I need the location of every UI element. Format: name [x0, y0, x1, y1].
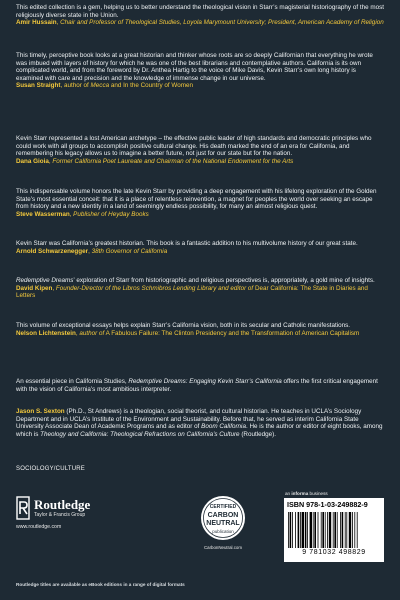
- endorsement-author: Susan Straight: [16, 82, 61, 90]
- author-bio: [16, 408, 384, 438]
- publisher-logo: [16, 496, 126, 536]
- summary-lead: An essential piece in California Studies,: [16, 378, 127, 385]
- barcode-digits: 9 781032 498829: [302, 549, 366, 556]
- endorsement-role: Former California Poet Laureate and Chairman of the National Endowment for the Arts: [52, 157, 294, 165]
- informa-post: business: [309, 491, 328, 496]
- endorsement-book-title: Redemptive Dreams: [16, 277, 74, 284]
- bio-title-2: Theology and California: Theological Refractions on California’s Culture: [40, 430, 240, 438]
- endorsement-role: Chair and Professor of Theological Studies, Loyola Marymount University; President, American Academy of Religion: [60, 19, 384, 27]
- informa-pre: an: [285, 491, 291, 496]
- publisher-name: Routledge: [34, 497, 91, 512]
- endorsement-text: This indispensable volume honors the late Kevin Starr by providing a deep engagement with his lifelong exploration of the Golden State’s most essential conceit: that it is a place of relentless reinvention, a magnet for peoples the world over seeking an escape from history and a new identity in a land of seemingly endless possibility, for many an almost religious quest.: [16, 188, 377, 211]
- bio-author-name: Jason S. Sexton: [16, 408, 65, 415]
- bio-text-3: (Routledge).: [241, 430, 276, 438]
- ebook-footnote: Routledge titles are available as eBook editions in a range of digital formats: [16, 582, 185, 587]
- informa-brand: informa: [291, 491, 309, 496]
- endorsement-gioia: Kevin Starr represented a lost American archetype – the effective public leader of high standards and democratic principles who could work with all groups to accomplish positive cultural change. His death marked the end of an era for California, and remembering his legacy allows us to imagine a better future, not just for our state but for the nation. Dana Gioia, Former California Poet Laureate and Chairman of the National Endowment for the Arts: [16, 135, 372, 165]
- endorsement-role-prefix: author of: [79, 329, 105, 337]
- endorsement-role-connector: and: [110, 82, 122, 90]
- endorsement-hussain: This edited collection is a gem, helping us to better understand the theological vision in Starr’s magisterial historiography of the most religiously diverse state in the Union. Amir Hussain, Chair and Professor of Theological Studies, Loyola Marymount University; President, American Academy of Religion: [16, 4, 384, 27]
- carbon-neutral-seal-icon: [199, 494, 247, 542]
- routledge-r-icon: [16, 496, 30, 520]
- endorsement-kipen: Redemptive Dreams’ exploration of Starr from historiographic and religious perspectives is, appropriately, a gold mine of insights. David Kipen, Founder-Director of the Libros Schmibros Lending Library and editor of Dear California: The State in Diaries and Letters: [16, 277, 375, 300]
- endorsement-wasserman: This indispensable volume honors the late Kevin Starr by providing a deep engagement with his lifelong exploration of the Golden State’s most essential conceit: that it is a place of relentless reinvention, a magnet for peoples the world over seeking an escape from history and a new identity in a land of seemingly endless possibility, for many an almost religious quest. Steve Wasserman, Publisher of Heyday Books: [16, 188, 377, 218]
- endorsement-work-title: A Fabulous Failure: The Clinton Presidency and the Transformation of American Capitalism: [105, 329, 360, 337]
- endorsement-text: Kevin Starr represented a lost American archetype – the effective public leader of high standards and democratic principles who could work with all groups to accomplish positive cultural change. His death marked the end of an era for California, and remembering his legacy allows us to imagine a better future, not just for our state but for the nation.: [16, 135, 372, 158]
- endorsement-work-title-2: In the Country of Women: [123, 82, 193, 90]
- seal-word-2: NEUTRAL: [206, 520, 240, 527]
- endorsement-author: David Kipen: [16, 284, 53, 292]
- isbn-label: ISBN 978-1-03-249882-9: [287, 500, 368, 509]
- endorsement-text: ’ exploration of Starr from historiographic and religious perspectives is, appropriately, a gold mine of insights.: [73, 277, 375, 284]
- bio-title-1: Boom California: [201, 423, 246, 431]
- endorsement-lichtenstein: This volume of exceptional essays helps explain Starr’s California vision, both in its secular and Catholic manifestations. Nelson Lichtenstein, author of A Fabulous Failure: The Clinton Presidency and the Transformation of American Capitalism: [16, 322, 360, 337]
- seal-bottom-text: publication: [212, 529, 234, 534]
- seal-website: CarbonNeutral.com: [203, 545, 243, 550]
- endorsement-role: Founder-Director of the Libros Schmibros Lending Library and editor of: [55, 284, 254, 292]
- summary-book-title: Redemptive Dreams: Engaging Kevin Starr’s California: [128, 378, 282, 385]
- bio-text: (Ph.D., St Andrews) is a theologian, social theorist, and cultural historian. He teaches in UCLA’s Sociology Department and in UCLA’s Institute of the Environment and Sustainability. Before that, he served as interim California State University Associate Dean of Academic Programs and as editor of: [16, 408, 362, 431]
- summary-tail: offers the first critical engagement with the vision of California’s most ambitious interpreter.: [16, 378, 378, 393]
- publisher-group: Taylor & Francis Group: [34, 512, 86, 518]
- endorsement-text: This edited collection is a gem, helping us to better understand the theological vision in Starr’s magisterial historiography of the most religiously diverse state in the Union.: [16, 4, 384, 19]
- endorsement-straight: This timely, perceptive book looks at a great historian and thinker whose roots are so deeply Californian that everything he wrote was imbued with layers of history for which he was one of the best librarians and contemplative authors. California is its own complicated world, and from the foreword by Dr. Anthea Hartig to the voice of Mike Davis, Kevin Starr’s own long history is examined with care and precision and the knowledge of immense change in our universe. Susan Straight, author of Mecca and In the Country of Women: [16, 52, 373, 90]
- endorsement-text: This timely, perceptive book looks at a great historian and thinker whose roots are so deeply Californian that everything he wrote was imbued with layers of history for which he was one of the best librarians and contemplative authors. California is its own complicated world, and from the foreword by Dr. Anthea Hartig to the voice of Mike Davis, Kevin Starr’s own long history is examined with care and precision and the knowledge of immense change in our universe.: [16, 52, 373, 82]
- book-summary: [16, 378, 384, 393]
- barcode-bars-icon: [288, 512, 380, 548]
- subject-category: SOCIOLOGY/CULTURE: [16, 466, 85, 472]
- seal-top-text: CERTIFIED: [209, 504, 237, 510]
- endorsement-author: Steve Wasserman: [16, 210, 70, 218]
- endorsement-author: Dana Gioia: [16, 157, 49, 165]
- endorsement-text: This volume of exceptional essays helps explain Starr’s California vision, both in its secular and Catholic manifestations.: [16, 322, 351, 329]
- seal-word-1: CARBON: [207, 512, 239, 519]
- endorsement-schwarzenegger: Kevin Starr was California’s greatest historian. This book is a fantastic addition to his multivolume history of our great state. Arnold Schwarzenegger, 38th Governor of California: [16, 240, 358, 255]
- endorsement-author: Nelson Lichtenstein: [16, 329, 76, 337]
- endorsement-author: Arnold Schwarzenegger: [16, 247, 89, 255]
- endorsement-work-title: Mecca: [90, 82, 110, 90]
- endorsement-text: Kevin Starr was California’s greatest historian. This book is a fantastic addition to his multivolume history of our great state.: [16, 240, 358, 247]
- endorsement-role: Publisher of Heyday Books: [73, 210, 149, 218]
- endorsement-role-prefix: author of: [63, 82, 89, 90]
- publisher-website: www.routledge.com: [16, 524, 62, 530]
- endorsement-work-title: Dear California: The State in Diaries and Letters: [16, 284, 368, 300]
- endorsement-author: Amir Hussain: [16, 19, 57, 27]
- isbn-barcode: [284, 498, 384, 562]
- bio-text-2: . He is the author or editor of eight books, among which is: [16, 423, 383, 438]
- endorsement-role: 38th Governor of California: [91, 247, 168, 255]
- informa-tagline: [285, 490, 328, 498]
